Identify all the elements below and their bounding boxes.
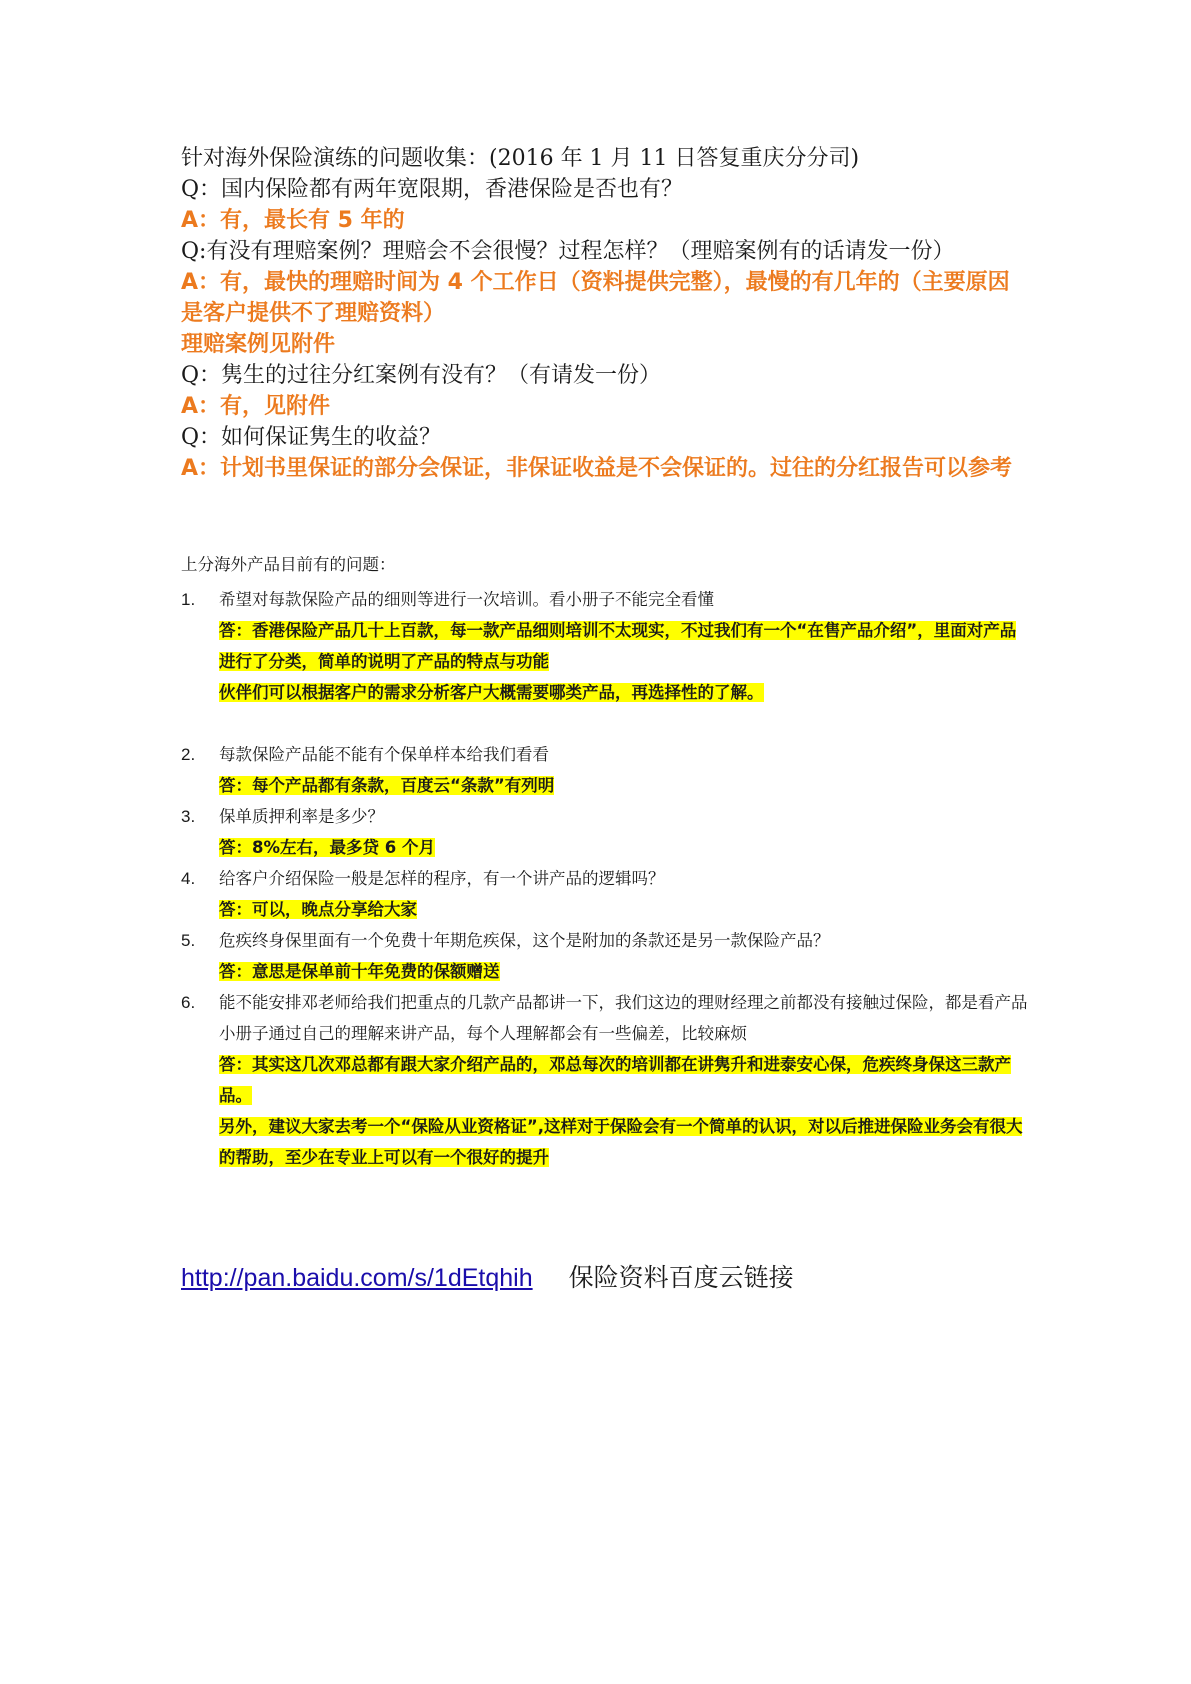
issue-answer-continued: 伙伴们可以根据客户的需求分析客户大概需要哪类产品，再选择性的了解。	[219, 683, 764, 702]
issue-answer: 答：意思是保单前十年免费的保额赠送	[219, 962, 500, 981]
issue-item	[181, 801, 1031, 863]
issue-item	[181, 739, 1031, 801]
issue-answer: 答：香港保险产品几十上百款，每一款产品细则培训不太现实，不过我们有一个“在售产品介绍”，里面对产品进行了分类，简单的说明了产品的特点与功能	[219, 621, 1017, 671]
issue-item	[181, 925, 1031, 987]
issues-section	[181, 553, 1031, 1173]
issue-number: 3.	[181, 807, 196, 826]
issue-item	[181, 987, 1031, 1173]
issue-number: 5.	[181, 931, 196, 950]
issue-answer: 答：可以，晚点分享给大家	[219, 900, 417, 919]
answer-1: A：有，最长有 5 年的	[181, 208, 405, 233]
question-2: Q:有没有理赔案例？理赔会不会很慢？过程怎样？（理赔案例有的话请发一份）	[181, 239, 955, 264]
issue-question: 希望对每款保险产品的细则等进行一次培训。看小册子不能完全看懂	[219, 590, 714, 609]
baidu-pan-link[interactable]: http://pan.baidu.com/s/1dEtqhih	[181, 1264, 533, 1292]
link-caption: 保险资料百度云链接	[568, 1263, 794, 1292]
question-4: Q：如何保证隽生的收益？	[181, 425, 442, 450]
issue-answer: 答：8%左右，最多贷 6 个月	[219, 838, 435, 857]
answer-2-note: 理赔案例见附件	[181, 332, 336, 357]
answer-4: A：计划书里保证的部分会保证，非保证收益是不会保证的。过往的分红报告可以参考	[181, 456, 1013, 481]
issue-item	[181, 584, 1031, 708]
issue-answer: 答：每个产品都有条款，百度云“条款”有列明	[219, 776, 555, 795]
issue-answer-continued: 另外，建议大家去考一个“保险从业资格证”,这样对于保险会有一个简单的认识，对以后推进保险业务会有很大的帮助，至少在专业上可以有一个很好的提升	[219, 1117, 1023, 1167]
question-1: Q：国内保险都有两年宽限期，香港保险是否也有？	[181, 177, 684, 202]
issue-question: 危疾终身保里面有一个免费十年期危疾保，这个是附加的条款还是另一款保险产品？	[219, 931, 830, 950]
issue-number: 2.	[181, 745, 196, 764]
question-3: Q：隽生的过往分红案例有没有？（有请发一份）	[181, 363, 662, 388]
issue-question: 给客户介绍保险一般是怎样的程序，有一个讲产品的逻辑吗？	[219, 869, 665, 888]
answer-3: A：有，见附件	[181, 394, 331, 419]
issue-item	[181, 863, 1031, 925]
issue-question: 能不能安排邓老师给我们把重点的几款产品都讲一下，我们这边的理财经理之前都没有接触过保险，都是看产品小册子通过自己的理解来讲产品，每个人理解都会有一些偏差，比较麻烦	[219, 993, 1028, 1043]
document-title: 针对海外保险演练的问题收集：(2016 年 1 月 11 日答复重庆分分司)	[181, 146, 860, 171]
issue-number: 6.	[181, 993, 196, 1012]
qa-section	[181, 143, 1031, 484]
issue-question: 保单质押利率是多少？	[219, 807, 384, 826]
issue-answer: 答：其实这几次邓总都有跟大家介绍产品的，邓总每次的培训都在讲隽升和进泰安心保，危疾终身保这三款产品。	[219, 1055, 1011, 1105]
issue-question: 每款保险产品能不能有个保单样本给我们看看	[219, 745, 549, 764]
issue-number: 1.	[181, 590, 196, 609]
issue-number: 4.	[181, 869, 196, 888]
issues-heading: 上分海外产品目前有的问题：	[181, 555, 396, 574]
answer-2: A：有，最快的理赔时间为 4 个工作日（资料提供完整），最慢的有几年的（主要原因是客户提供不了理赔资料）	[181, 270, 1010, 326]
footer-links	[181, 1258, 794, 1294]
